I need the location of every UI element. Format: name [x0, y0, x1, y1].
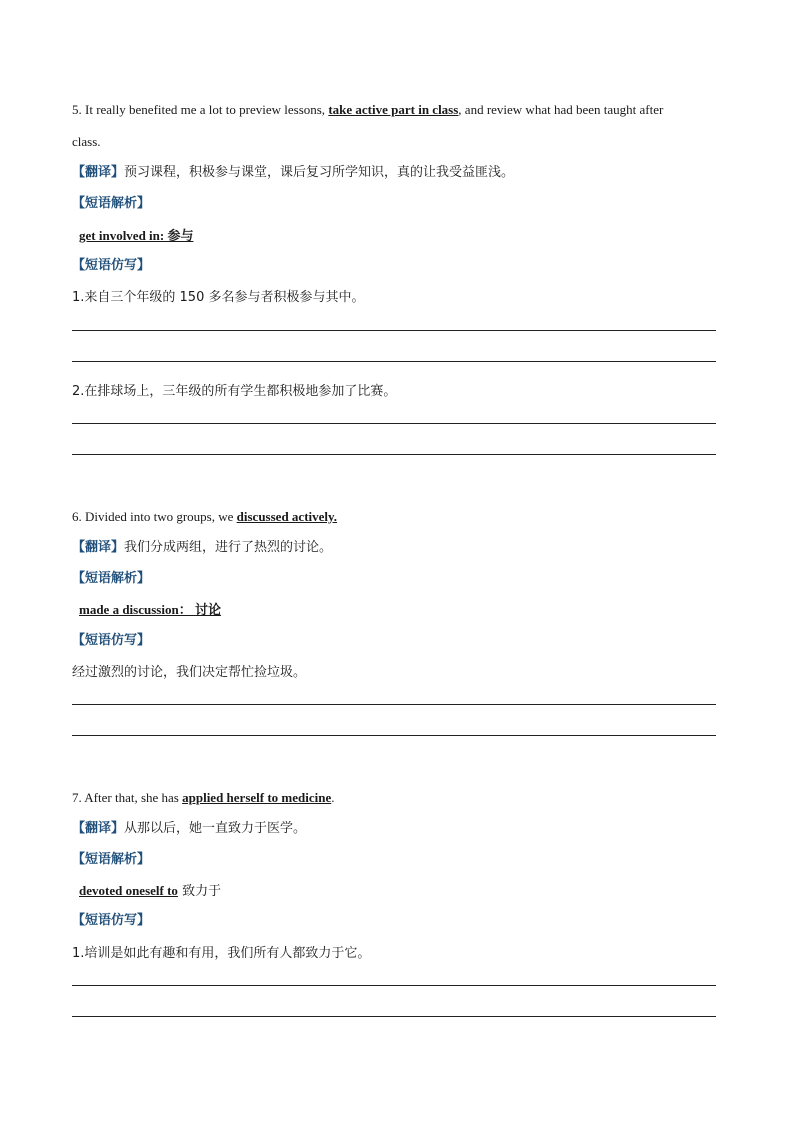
translation-label: 【翻译】	[72, 821, 125, 836]
answer-line	[72, 985, 716, 986]
translation-5	[72, 165, 514, 181]
answer-line	[72, 1016, 716, 1017]
phrase-practice-label: 【短语仿写】	[72, 258, 151, 273]
sentence-7-pre: 7. After that, she has	[72, 790, 183, 805]
phrase-5-text: get involved in: 参与	[79, 228, 194, 243]
translation-5-text: 预习课程，积极参与课堂，课后复习所学知识，真的让我受益匪浅。	[124, 165, 515, 180]
sentence-6-pre: 6. Divided into two groups, we	[72, 509, 237, 524]
answer-line	[72, 330, 716, 331]
translation-label: 【翻译】	[72, 540, 125, 555]
translation-6	[72, 540, 332, 556]
answer-line	[72, 423, 716, 424]
translation-7	[72, 821, 306, 837]
phrase-practice-label: 【短语仿写】	[72, 633, 151, 648]
sentence-5-pre: 5. It really benefited me a lot to preview lessons,	[72, 102, 329, 117]
sentence-7	[72, 790, 335, 806]
sentence-7-phrase: applied herself to medicine	[182, 790, 332, 805]
sentence-6	[72, 509, 337, 525]
answer-line	[72, 735, 716, 736]
phrase-analysis-label: 【短语解析】	[72, 196, 151, 211]
phrase-practice-label: 【短语仿写】	[72, 913, 151, 928]
phrase-6-text: made a discussion： 讨论	[79, 602, 221, 617]
practice-5-1: 1.来自三个年级的 150 多名参与者积极参与其中。	[72, 290, 365, 305]
practice-6-1: 经过激烈的讨论，我们决定帮忙捡垃圾。	[72, 665, 307, 680]
translation-label: 【翻译】	[72, 165, 125, 180]
sentence-5-post: , and review what had been taught after	[458, 102, 664, 117]
phrase-6	[79, 602, 221, 619]
phrase-analysis-label: 【短语解析】	[72, 852, 151, 867]
sentence-5-phrase: take active part in class	[328, 102, 459, 117]
sentence-6-phrase: discussed actively.	[236, 509, 338, 524]
answer-line	[72, 361, 716, 362]
phrase-analysis-label: 【短语解析】	[72, 571, 151, 586]
phrase-7-text: devoted oneself to	[79, 883, 178, 898]
sentence-5	[72, 102, 663, 118]
practice-5-2: 2.在排球场上，三年级的所有学生都积极地参加了比赛。	[72, 384, 397, 399]
answer-line	[72, 704, 716, 705]
sentence-5-continued: class.	[72, 134, 101, 149]
phrase-7	[79, 883, 221, 900]
answer-line	[72, 454, 716, 455]
sentence-7-post: .	[331, 790, 335, 805]
translation-6-text: 我们分成两组，进行了热烈的讨论。	[124, 540, 333, 555]
translation-7-text: 从那以后，她一直致力于医学。	[124, 821, 307, 836]
practice-7-1: 1.培训是如此有趣和有用，我们所有人都致力于它。	[72, 946, 371, 961]
phrase-5	[79, 228, 193, 245]
phrase-7-meaning: 致力于	[182, 884, 222, 899]
